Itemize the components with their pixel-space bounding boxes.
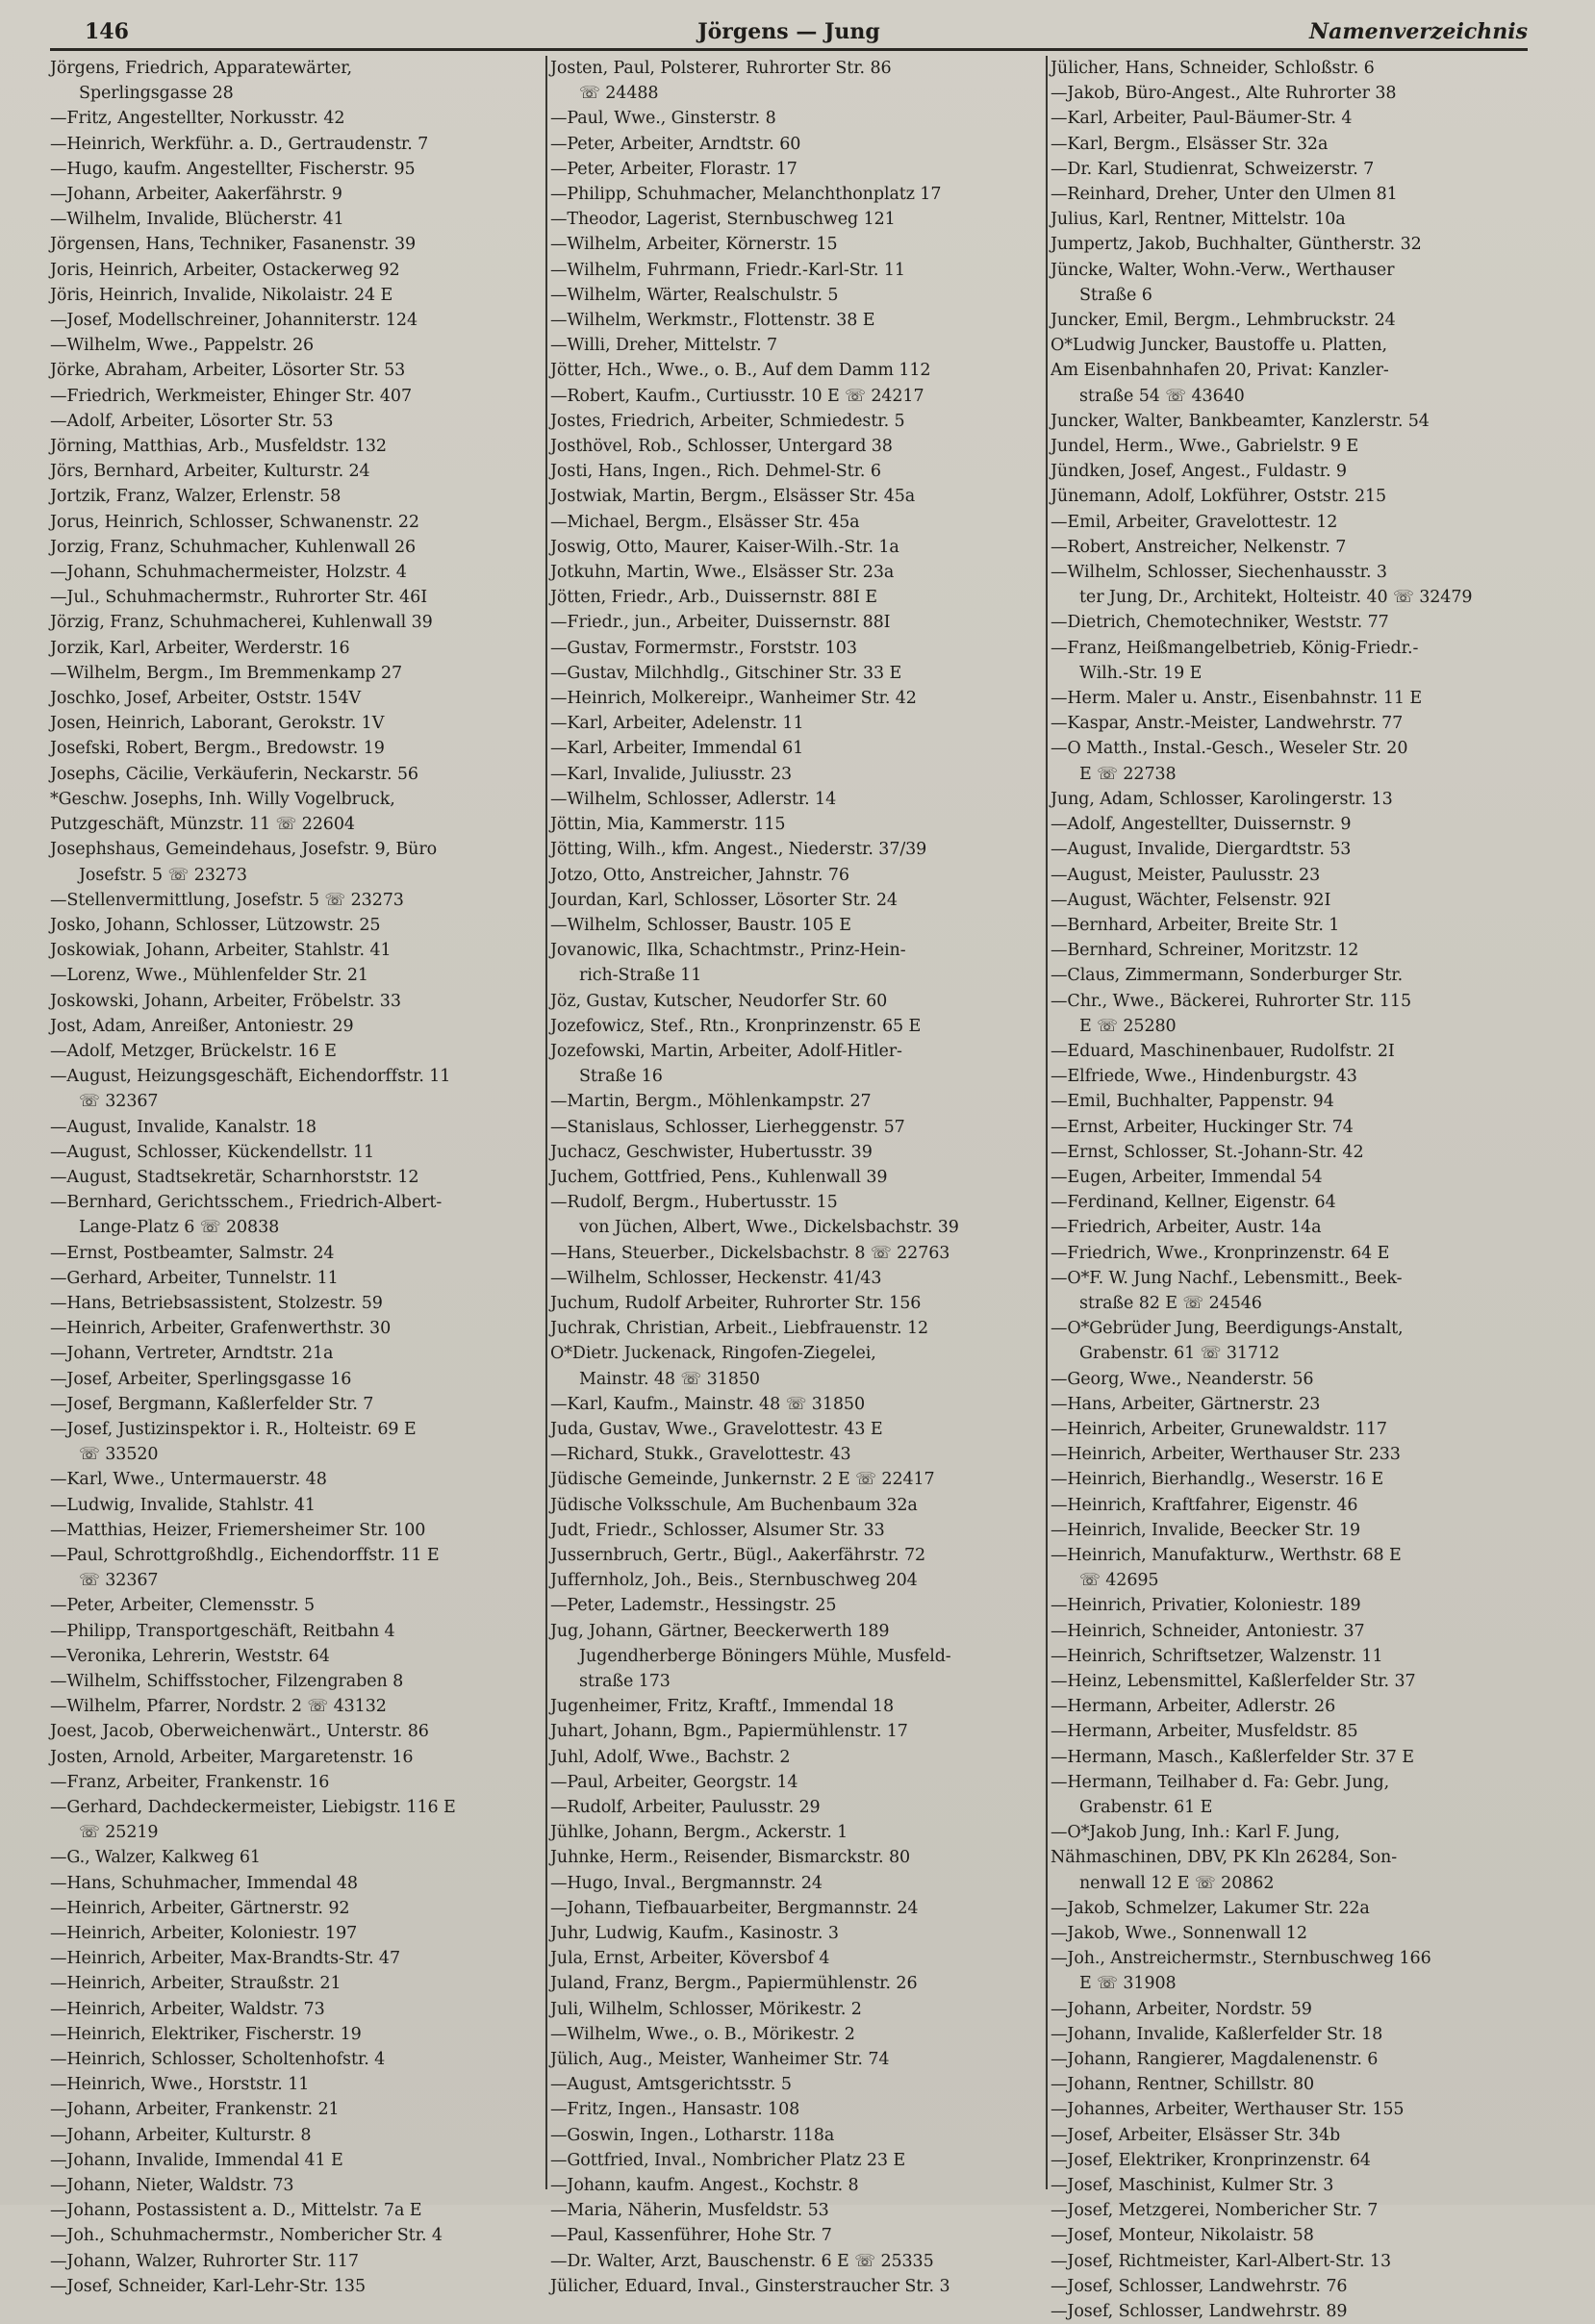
directory-entry-line: Joschko, Josef, Arbeiter, Oststr. 154V: [50, 689, 362, 709]
directory-entry-line: Juchacz, Geschwister, Hubertusstr. 39: [550, 1142, 873, 1162]
directory-entry-line: —Friedrich, Werkmeister, Ehinger Str. 407: [50, 386, 412, 406]
directory-entry-line: —Emil, Arbeiter, Gravelottestr. 12: [1051, 512, 1338, 532]
directory-entry-line: —Jakob, Wwe., Sonnenwall 12: [1051, 1924, 1307, 1944]
directory-entry-line: Jugendherberge Böningers Mühle, Musfeld-: [579, 1646, 951, 1666]
directory-entry-line: Jöttin, Mia, Kammerstr. 115: [550, 815, 786, 835]
directory-entry-line: —Fritz, Ingen., Hansastr. 108: [550, 2100, 800, 2120]
directory-entry-line: —Heinrich, Bierhandlg., Weserstr. 16 E: [1051, 1470, 1383, 1490]
directory-entry-line: —Franz, Arbeiter, Frankenstr. 16: [50, 1772, 330, 1792]
directory-entry-line: —Wilhelm, Arbeiter, Körnerstr. 15: [550, 235, 838, 255]
page-header: [50, 15, 1528, 51]
directory-entry-line: —Johann, Nieter, Waldstr. 73: [50, 2176, 294, 2196]
directory-entry-line: Juncker, Walter, Bankbeamter, Kanzlerstr. 54: [1051, 411, 1430, 431]
directory-entry-line: Jülich, Aug., Meister, Wanheimer Str. 74: [550, 2050, 890, 2070]
directory-entry-line: —Heinrich, Arbeiter, Werthauser Str. 233: [1051, 1445, 1401, 1465]
directory-entry-line: ☏ 25219: [79, 1823, 159, 1843]
directory-entry-line: Juda, Gustav, Wwe., Gravelottestr. 43 E: [550, 1419, 883, 1439]
directory-entry-line: Joest, Jacob, Oberweichenwärt., Unterstr. 86: [50, 1722, 429, 1742]
directory-entry-line: von Jüchen, Albert, Wwe., Dickelsbachstr. 39: [579, 1218, 959, 1238]
directory-entry-line: —Rudolf, Arbeiter, Paulusstr. 29: [550, 1798, 821, 1818]
directory-entry-line: —Peter, Lademstr., Hessingstr. 25: [550, 1596, 837, 1616]
directory-entry-line: Juli, Wilhelm, Schlosser, Mörikestr. 2: [550, 1999, 862, 2019]
directory-entry-line: —Dietrich, Chemotechniker, Weststr. 77: [1051, 613, 1389, 633]
directory-entry-line: —Franz, Heißmangelbetrieb, König-Friedr.-: [1051, 638, 1419, 658]
directory-entry-line: rich-Straße 11: [579, 966, 702, 986]
directory-entry-line: Jötting, Wilh., kfm. Angest., Niederstr. 37/39: [550, 840, 927, 860]
directory-entry-line: —Wilhelm, Pfarrer, Nordstr. 2 ☏ 43132: [50, 1697, 387, 1717]
directory-entry-line: —Gottfried, Inval., Nombricher Platz 23 E: [550, 2150, 906, 2170]
directory-entry-line: —Ernst, Arbeiter, Huckinger Str. 74: [1051, 1117, 1354, 1137]
directory-entry-line: Jorzik, Karl, Arbeiter, Werderstr. 16: [50, 638, 350, 658]
directory-entry-line: —Johann, Arbeiter, Nordstr. 59: [1051, 1999, 1312, 2019]
directory-entry-line: —Wilhelm, Schlosser, Heckenstr. 41/43: [550, 1268, 882, 1288]
directory-entry-line: —Georg, Wwe., Neanderstr. 56: [1051, 1369, 1314, 1389]
directory-entry-line: *Geschw. Josephs, Inh. Willy Vogelbruck,: [50, 789, 395, 809]
directory-entry-line: —Wilhelm, Wwe., o. B., Mörikestr. 2: [550, 2024, 855, 2044]
directory-entry-line: —Richard, Stukk., Gravelottestr. 43: [550, 1445, 851, 1465]
directory-entry-line: Juchrak, Christian, Arbeit., Liebfrauenstr. 12: [550, 1319, 929, 1339]
directory-entry-line: Lange-Platz 6 ☏ 20838: [79, 1218, 280, 1238]
directory-entry-line: Grabenstr. 61 E: [1079, 1798, 1213, 1818]
directory-entry-line: —Heinrich, Privatier, Koloniestr. 189: [1051, 1596, 1361, 1616]
directory-entry-line: —Hans, Schuhmacher, Immendal 48: [50, 1873, 358, 1893]
directory-entry-line: —Johann, Rentner, Schillstr. 80: [1051, 2075, 1315, 2095]
directory-entry-line: Jost, Adam, Anreißer, Antoniestr. 29: [50, 1016, 354, 1036]
directory-entry-line: Jotzo, Otto, Anstreicher, Jahnstr. 76: [550, 865, 849, 885]
directory-entry-line: Jülicher, Hans, Schneider, Schloßstr. 6: [1051, 59, 1375, 78]
directory-entry-line: —Heinrich, Molkereipr., Wanheimer Str. 42: [550, 689, 917, 709]
directory-entry-line: Juchem, Gottfried, Pens., Kuhlenwall 39: [550, 1167, 888, 1187]
directory-entry-line: O*Dietr. Juckenack, Ringofen-Ziegelei,: [550, 1344, 876, 1364]
directory-entry-line: Juhl, Adolf, Wwe., Bachstr. 2: [550, 1747, 791, 1767]
directory-entry-line: ☏ 24488: [579, 84, 659, 104]
directory-entry-line: —Karl, Arbeiter, Immendal 61: [550, 739, 804, 759]
directory-entry-line: —Hugo, Inval., Bergmannstr. 24: [550, 1873, 823, 1893]
directory-entry-line: —Johann, Walzer, Ruhrorter Str. 117: [50, 2251, 359, 2271]
directory-entry-line: —Veronika, Lehrerin, Weststr. 64: [50, 1646, 330, 1666]
directory-entry-line: —Hans, Arbeiter, Gärtnerstr. 23: [1051, 1394, 1321, 1414]
directory-entry-line: —Heinrich, Arbeiter, Gärtnerstr. 92: [50, 1898, 350, 1918]
directory-entry-line: Jörgens, Friedrich, Apparatewärter,: [50, 59, 353, 78]
directory-entry-line: —Heinz, Lebensmittel, Kaßlerfelder Str. 37: [1051, 1672, 1416, 1691]
directory-entry-line: —Peter, Arbeiter, Clemensstr. 5: [50, 1596, 316, 1616]
directory-entry-line: —Ernst, Schlosser, St.-Johann-Str. 42: [1051, 1142, 1364, 1162]
directory-entry-line: Josten, Arnold, Arbeiter, Margaretenstr. 16: [50, 1747, 414, 1767]
directory-entry-line: —Wilhelm, Werkmstr., Flottenstr. 38 E: [550, 311, 875, 331]
directory-entry-line: —Hans, Betriebsassistent, Stolzestr. 59: [50, 1293, 383, 1313]
directory-entry-line: Juhnke, Herm., Reisender, Bismarckstr. 80: [550, 1848, 911, 1868]
directory-entry-line: —Adolf, Angestellter, Duissernstr. 9: [1051, 815, 1352, 835]
directory-entry-line: —Dr. Walter, Arzt, Bauschenstr. 6 E ☏ 25335: [550, 2251, 934, 2271]
directory-entry-line: —Wilhelm, Schiffsstocher, Filzengraben 8: [50, 1672, 404, 1691]
directory-entry-line: —Bernhard, Schreiner, Moritzstr. 12: [1051, 941, 1359, 961]
directory-entry-line: ☏ 33520: [79, 1445, 159, 1465]
directory-entry-line: Nähmaschinen, DBV, PK Kln 26284, Son-: [1051, 1848, 1398, 1868]
directory-entry-line: Jötten, Friedr., Arb., Duissernstr. 88I E: [550, 588, 877, 608]
directory-entry-line: —Maria, Näherin, Musfeldstr. 53: [550, 2201, 829, 2221]
directory-entry-line: Jöz, Gustav, Kutscher, Neudorfer Str. 60: [550, 991, 888, 1011]
directory-entry-line: —Gustav, Milchhdlg., Gitschiner Str. 33 E: [550, 663, 902, 683]
directory-entry-line: —Friedrich, Wwe., Kronprinzenstr. 64 E: [1051, 1243, 1390, 1263]
directory-entry-line: —O Matth., Instal.-Gesch., Weseler Str. 20: [1051, 739, 1408, 759]
directory-entry-line: Joswig, Otto, Maurer, Kaiser-Wilh.-Str. 1a: [550, 537, 899, 557]
directory-entry-line: —Eduard, Maschinenbauer, Rudolfstr. 2I: [1051, 1041, 1395, 1061]
directory-entry-line: —Josef, Metzgerei, Nombericher Str. 7: [1051, 2201, 1379, 2221]
directory-entry-line: Joris, Heinrich, Arbeiter, Ostackerweg 92: [50, 260, 400, 280]
directory-entry-line: —Friedrich, Arbeiter, Austr. 14a: [1051, 1218, 1322, 1238]
directory-entry-line: Jörs, Bernhard, Arbeiter, Kulturstr. 24: [50, 462, 370, 482]
directory-entry-line: —Herm. Maler u. Anstr., Eisenbahnstr. 11 E: [1051, 689, 1423, 709]
directory-entry-line: Jörke, Abraham, Arbeiter, Lösorter Str. 53: [50, 361, 406, 381]
directory-entry-line: Jünemann, Adolf, Lokführer, Oststr. 215: [1051, 487, 1387, 507]
directory-entry-line: Jorus, Heinrich, Schlosser, Schwanenstr. 22: [50, 512, 419, 532]
directory-entry-line: Jörgensen, Hans, Techniker, Fasanenstr. 39: [50, 235, 417, 255]
directory-entry-line: —Heinrich, Werkführ. a. D., Gertraudenstr. 7: [50, 134, 429, 154]
directory-entry-line: Am Eisenbahnhafen 20, Privat: Kanzler-: [1051, 361, 1389, 381]
directory-entry-line: —Fritz, Angestellter, Norkusstr. 42: [50, 109, 345, 129]
directory-entry-line: Jöris, Heinrich, Invalide, Nikolaistr. 24 E: [50, 285, 393, 305]
directory-entry-line: —Wilhelm, Schlosser, Baustr. 105 E: [550, 915, 851, 935]
directory-entry-line: —Chr., Wwe., Bäckerei, Ruhrorter Str. 115: [1051, 991, 1411, 1011]
directory-entry-line: —G., Walzer, Kalkweg 61: [50, 1848, 261, 1868]
directory-entry-line: E ☏ 31908: [1079, 1974, 1177, 1994]
directory-entry-line: —Hermann, Teilhaber d. Fa: Gebr. Jung,: [1051, 1772, 1390, 1792]
directory-entry-line: Jundel, Herm., Wwe., Gabrielstr. 9 E: [1051, 437, 1359, 457]
directory-entry-line: —August, Invalide, Diergardtstr. 53: [1051, 840, 1352, 860]
directory-entry-line: Jumpertz, Jakob, Buchhalter, Güntherstr. 32: [1051, 235, 1422, 255]
directory-entry-line: Jovanowic, Ilka, Schachtmstr., Prinz-Hein-: [550, 941, 906, 961]
directory-entry-line: —Heinrich, Elektriker, Fischerstr. 19: [50, 2024, 362, 2044]
directory-entry-line: ☏ 42695: [1079, 1571, 1159, 1591]
directory-entry-line: —Wilhelm, Schlosser, Adlerstr. 14: [550, 789, 837, 809]
directory-entry-line: Jussernbruch, Gertr., Bügl., Aakerfährstr. 72: [550, 1545, 926, 1565]
directory-entry-line: —Johann, Schuhmachermeister, Holzstr. 4: [50, 563, 407, 583]
directory-entry-line: —Kaspar, Anstr.-Meister, Landwehrstr. 77: [1051, 714, 1404, 734]
directory-entry-line: —Goswin, Ingen., Lotharstr. 118a: [550, 2125, 835, 2145]
section-title: Namenverzeichnis: [1309, 19, 1528, 44]
directory-entry-line: O*Ludwig Juncker, Baustoffe u. Platten,: [1051, 336, 1387, 356]
directory-entry-line: Juncker, Emil, Bergm., Lehmbruckstr. 24: [1051, 311, 1396, 331]
directory-entry-line: ☏ 32367: [79, 1571, 159, 1591]
directory-entry-line: Jüncke, Walter, Wohn.-Verw., Werthauser: [1051, 260, 1395, 280]
directory-entry-line: —Karl, Bergm., Elsässer Str. 32a: [1051, 134, 1329, 154]
directory-entry-line: Jug, Johann, Gärtner, Beeckerwerth 189: [550, 1621, 890, 1641]
directory-entry-line: —Jul., Schuhmachermstr., Ruhrorter Str. 46I: [50, 588, 428, 608]
directory-entry-line: Juhr, Ludwig, Kaufm., Kasinostr. 3: [550, 1924, 839, 1944]
directory-entry-line: —Willi, Dreher, Mittelstr. 7: [550, 336, 778, 356]
directory-entry-line: —August, Stadtsekretär, Scharnhorststr. 12: [50, 1167, 419, 1187]
column-left: [50, 56, 539, 2296]
directory-entry-line: —Johannes, Arbeiter, Werthauser Str. 155: [1051, 2100, 1405, 2120]
directory-entry-line: Jündken, Josef, Angest., Fuldastr. 9: [1051, 462, 1347, 482]
directory-entry-line: —Karl, Arbeiter, Adelenstr. 11: [550, 714, 804, 734]
directory-entry-line: —Heinrich, Wwe., Horststr. 11: [50, 2075, 310, 2095]
directory-entry-line: Josen, Heinrich, Laborant, Gerokstr. 1V: [50, 714, 385, 734]
directory-entry-line: —Josef, Schlosser, Landwehrstr. 89: [1051, 2302, 1348, 2322]
directory-entry-line: —Heinrich, Arbeiter, Straußstr. 21: [50, 1974, 342, 1994]
directory-entry-line: Mainstr. 48 ☏ 31850: [579, 1369, 760, 1389]
directory-entry-line: —Lorenz, Wwe., Mühlenfelder Str. 21: [50, 966, 368, 986]
directory-entry-line: Jourdan, Karl, Schlosser, Lösorter Str. 24: [550, 890, 898, 910]
directory-entry-line: —Josef, Justizinspektor i. R., Holteistr. 69 E: [50, 1419, 417, 1439]
directory-entry-line: —Karl, Arbeiter, Paul-Bäumer-Str. 4: [1051, 109, 1353, 129]
directory-entry-line: Jörzig, Franz, Schuhmacherei, Kuhlenwall 39: [50, 613, 433, 633]
directory-entry-line: —Johann, Rangierer, Magdalenenstr. 6: [1051, 2050, 1379, 2070]
directory-entry-line: —Stanislaus, Schlosser, Lierheggenstr. 57: [550, 1117, 905, 1137]
directory-entry-line: —Rudolf, Bergm., Hubertusstr. 15: [550, 1193, 838, 1213]
directory-entry-line: —Josef, Arbeiter, Sperlingsgasse 16: [50, 1369, 352, 1389]
directory-entry-line: Josephshaus, Gemeindehaus, Josefstr. 9, Büro: [50, 840, 438, 860]
directory-entry-line: —Jakob, Büro-Angest., Alte Ruhrorter 38: [1051, 84, 1397, 104]
directory-entry-line: —August, Heizungsgeschäft, Eichendorffstr. 11: [50, 1067, 451, 1087]
directory-entry-line: —Friedr., jun., Arbeiter, Duissernstr. 88I: [550, 613, 891, 633]
directory-entry-line: —Heinrich, Schriftsetzer, Walzenstr. 11: [1051, 1646, 1383, 1666]
directory-entry-line: straße 82 E ☏ 24546: [1079, 1293, 1262, 1313]
directory-entry-line: Jozefowski, Martin, Arbeiter, Adolf-Hitler-: [550, 1041, 902, 1061]
directory-entry-line: —Heinrich, Arbeiter, Max-Brandts-Str. 47: [50, 1949, 401, 1969]
directory-entry-line: —Dr. Karl, Studienrat, Schweizerstr. 7: [1051, 159, 1375, 179]
directory-entry-line: —Heinrich, Invalide, Beecker Str. 19: [1051, 1520, 1361, 1540]
directory-entry-line: —Heinrich, Schlosser, Scholtenhofstr. 4: [50, 2050, 386, 2070]
directory-entry-line: Jotkuhn, Martin, Wwe., Elsässer Str. 23a: [550, 563, 895, 583]
directory-entry-line: Straße 6: [1079, 285, 1152, 305]
directory-entry-line: —Paul, Kassenführer, Hohe Str. 7: [550, 2226, 832, 2246]
directory-entry-line: Jula, Ernst, Arbeiter, Köversbof 4: [550, 1949, 830, 1969]
directory-entry-line: —Wilhelm, Schlosser, Siechenhausstr. 3: [1051, 563, 1387, 583]
column-middle: [550, 56, 1039, 2296]
directory-entry-line: ter Jung, Dr., Architekt, Holteistr. 40 ☏ 32479: [1079, 588, 1473, 608]
directory-entry-line: —Gerhard, Dachdeckermeister, Liebigstr. 116 E: [50, 1798, 456, 1818]
directory-columns: [50, 56, 1528, 2322]
directory-entry-line: straße 54 ☏ 43640: [1079, 386, 1245, 406]
directory-entry-line: —Johann, Invalide, Kaßlerfelder Str. 18: [1051, 2024, 1383, 2044]
directory-entry-line: —Eugen, Arbeiter, Immendal 54: [1051, 1167, 1323, 1187]
directory-entry-line: —Ludwig, Invalide, Stahlstr. 41: [50, 1495, 316, 1515]
directory-entry-line: Wilh.-Str. 19 E: [1079, 663, 1203, 683]
directory-entry-line: —Matthias, Heizer, Friemersheimer Str. 100: [50, 1520, 426, 1540]
directory-entry-line: Juland, Franz, Bergm., Papiermühlenstr. 26: [550, 1974, 918, 1994]
directory-entry-line: —Adolf, Arbeiter, Lösorter Str. 53: [50, 411, 334, 431]
directory-entry-line: —Robert, Kaufm., Curtiusstr. 10 E ☏ 24217: [550, 386, 924, 406]
directory-entry-line: —Wilhelm, Wwe., Pappelstr. 26: [50, 336, 315, 356]
directory-entry-line: —Peter, Arbeiter, Arndtstr. 60: [550, 134, 801, 154]
directory-entry-line: —Adolf, Metzger, Brückelstr. 16 E: [50, 1041, 337, 1061]
directory-entry-line: —August, Meister, Paulusstr. 23: [1051, 865, 1321, 885]
directory-entry-line: —Johann, kaufm. Angest., Kochstr. 8: [550, 2176, 859, 2196]
directory-entry-line: Jülicher, Eduard, Inval., Ginsterstraucher Str. 3: [550, 2276, 950, 2296]
directory-entry-line: —Joh., Schuhmachermstr., Nombericher Str. 4: [50, 2226, 443, 2246]
directory-entry-line: Joskowiak, Johann, Arbeiter, Stahlstr. 41: [50, 941, 392, 961]
directory-entry-line: —Stellenvermittlung, Josefstr. 5 ☏ 23273: [50, 890, 404, 910]
directory-entry-line: —Josef, Bergmann, Kaßlerfelder Str. 7: [50, 1394, 374, 1414]
directory-entry-line: Josthövel, Rob., Schlosser, Untergard 38: [550, 437, 893, 457]
directory-entry-line: E ☏ 25280: [1079, 1016, 1177, 1036]
directory-entry-line: —Bernhard, Gerichtsschem., Friedrich-Albert-: [50, 1193, 443, 1213]
column-right: [1051, 56, 1539, 2322]
directory-entry-line: —Josef, Arbeiter, Elsässer Str. 34b: [1051, 2125, 1341, 2145]
directory-entry-line: —Hugo, kaufm. Angestellter, Fischerstr. 95: [50, 159, 416, 179]
running-title: Jörgens — Jung: [697, 19, 880, 44]
directory-entry-line: E ☏ 22738: [1079, 764, 1177, 784]
directory-entry-line: —Johann, Vertreter, Arndtstr. 21a: [50, 1344, 334, 1364]
directory-entry-line: —August, Schlosser, Kückendellstr. 11: [50, 1142, 374, 1162]
directory-entry-line: Grabenstr. 61 ☏ 31712: [1079, 1344, 1280, 1364]
directory-entry-line: —Ernst, Postbeamter, Salmstr. 24: [50, 1243, 335, 1263]
directory-entry-line: —Paul, Arbeiter, Georgstr. 14: [550, 1772, 798, 1792]
directory-entry-line: nenwall 12 E ☏ 20862: [1079, 1873, 1275, 1893]
directory-entry-line: —O*Gebrüder Jung, Beerdigungs-Anstalt,: [1051, 1319, 1404, 1339]
directory-entry-line: —Johann, Arbeiter, Aakerfährstr. 9: [50, 185, 342, 205]
directory-entry-line: Jühlke, Johann, Bergm., Ackerstr. 1: [550, 1823, 848, 1843]
directory-entry-line: Jorzig, Franz, Schuhmacher, Kuhlenwall 26: [50, 537, 417, 557]
directory-entry-line: —Reinhard, Dreher, Unter den Ulmen 81: [1051, 185, 1398, 205]
directory-entry-line: Jugenheimer, Fritz, Kraftf., Immendal 18: [550, 1697, 895, 1717]
directory-entry-line: —Claus, Zimmermann, Sonderburger Str.: [1051, 966, 1404, 986]
directory-entry-line: —O*Jakob Jung, Inh.: Karl F. Jung,: [1051, 1823, 1340, 1843]
directory-entry-line: ☏ 32367: [79, 1092, 159, 1112]
directory-entry-line: —Wilhelm, Invalide, Blücherstr. 41: [50, 210, 344, 230]
directory-entry-line: Jozefowicz, Stef., Rtn., Kronprinzenstr. 65 E: [550, 1016, 922, 1036]
directory-entry-line: Josten, Paul, Polsterer, Ruhrorter Str. 86: [550, 59, 892, 78]
directory-entry-line: —August, Invalide, Kanalstr. 18: [50, 1117, 316, 1137]
directory-entry-line: —Paul, Schrottgroßhdlg., Eichendorffstr. 11 E: [50, 1545, 440, 1565]
directory-entry-line: Jortzik, Franz, Walzer, Erlenstr. 58: [50, 487, 342, 507]
directory-entry-line: —Johann, Arbeiter, Kulturstr. 8: [50, 2125, 312, 2145]
directory-entry-line: —Karl, Wwe., Untermauerstr. 48: [50, 1470, 327, 1490]
directory-entry-line: straße 173: [579, 1672, 671, 1691]
directory-entry-line: —Heinrich, Arbeiter, Waldstr. 73: [50, 1999, 325, 2019]
directory-entry-line: Jüdische Gemeinde, Junkernstr. 2 E ☏ 22417: [550, 1470, 935, 1490]
directory-entry-line: —Martin, Bergm., Möhlenkampstr. 27: [550, 1092, 872, 1112]
directory-entry-line: —Philipp, Schuhmacher, Melanchthonplatz 17: [550, 185, 942, 205]
directory-entry-line: —Elfriede, Wwe., Hindenburgstr. 43: [1051, 1067, 1357, 1087]
directory-entry-line: —Josef, Monteur, Nikolaistr. 58: [1051, 2226, 1314, 2246]
directory-entry-line: —Paul, Wwe., Ginsterstr. 8: [550, 109, 776, 129]
directory-entry-line: Juffernholz, Joh., Beis., Sternbuschweg 204: [550, 1571, 918, 1591]
directory-entry-line: Josko, Johann, Schlosser, Lützowstr. 25: [50, 915, 381, 935]
directory-entry-line: —Peter, Arbeiter, Florastr. 17: [550, 159, 798, 179]
directory-entry-line: Jung, Adam, Schlosser, Karolingerstr. 13: [1051, 789, 1393, 809]
directory-entry-line: Joskowski, Johann, Arbeiter, Fröbelstr. 33: [50, 991, 401, 1011]
directory-entry-line: —Josef, Richtmeister, Karl-Albert-Str. 13: [1051, 2251, 1391, 2271]
directory-entry-line: —Hermann, Arbeiter, Musfeldstr. 85: [1051, 1722, 1358, 1742]
directory-entry-line: —Josef, Schneider, Karl-Lehr-Str. 135: [50, 2276, 366, 2296]
directory-entry-line: —Michael, Bergm., Elsässer Str. 45a: [550, 512, 860, 532]
directory-entry-line: —Heinrich, Arbeiter, Grafenwerthstr. 30: [50, 1319, 392, 1339]
directory-entry-line: Putzgeschäft, Münzstr. 11 ☏ 22604: [50, 815, 355, 835]
directory-entry-line: Jörning, Matthias, Arb., Musfeldstr. 132: [50, 437, 387, 457]
directory-entry-line: —Bernhard, Arbeiter, Breite Str. 1: [1051, 915, 1340, 935]
directory-entry-line: —Josef, Elektriker, Kronprinzenstr. 64: [1051, 2150, 1371, 2170]
directory-entry-line: —Hermann, Masch., Kaßlerfelder Str. 37 E: [1051, 1747, 1414, 1767]
page-number: 146: [85, 19, 129, 44]
directory-entry-line: —Gerhard, Arbeiter, Tunnelstr. 11: [50, 1268, 339, 1288]
directory-entry-line: —Johann, Arbeiter, Frankenstr. 21: [50, 2100, 340, 2120]
directory-entry-line: Jostwiak, Martin, Bergm., Elsässer Str. 45a: [550, 487, 916, 507]
directory-entry-line: Straße 16: [579, 1067, 663, 1087]
directory-entry-line: —August, Amtsgerichtsstr. 5: [550, 2075, 792, 2095]
directory-entry-line: —Hans, Steuerber., Dickelsbachstr. 8 ☏ 22763: [550, 1243, 950, 1263]
directory-entry-line: —Wilhelm, Fuhrmann, Friedr.-Karl-Str. 11: [550, 260, 905, 280]
directory-entry-line: Josti, Hans, Ingen., Rich. Dehmel-Str. 6: [550, 462, 881, 482]
directory-entry-line: —August, Wächter, Felsenstr. 92I: [1051, 890, 1331, 910]
directory-entry-line: —Karl, Kaufm., Mainstr. 48 ☏ 31850: [550, 1394, 865, 1414]
directory-entry-line: —Robert, Anstreicher, Nelkenstr. 7: [1051, 537, 1347, 557]
directory-entry-line: —Wilhelm, Wärter, Realschulstr. 5: [550, 285, 839, 305]
directory-entry-line: —Ferdinand, Kellner, Eigenstr. 64: [1051, 1193, 1336, 1213]
directory-entry-line: Judt, Friedr., Schlosser, Alsumer Str. 33: [550, 1520, 885, 1540]
directory-entry-line: —Josef, Modellschreiner, Johanniterstr. 124: [50, 311, 418, 331]
directory-entry-line: —Philipp, Transportgeschäft, Reitbahn 4: [50, 1621, 395, 1641]
directory-entry-line: —Wilhelm, Bergm., Im Bremmenkamp 27: [50, 663, 403, 683]
directory-entry-line: —Emil, Buchhalter, Pappenstr. 94: [1051, 1092, 1334, 1112]
directory-entry-line: Julius, Karl, Rentner, Mittelstr. 10a: [1051, 210, 1346, 230]
directory-entry-line: —Jakob, Schmelzer, Lakumer Str. 22a: [1051, 1898, 1370, 1918]
directory-entry-line: —Josef, Schlosser, Landwehrstr. 76: [1051, 2276, 1348, 2296]
directory-entry-line: —Heinrich, Schneider, Antoniestr. 37: [1051, 1621, 1365, 1641]
directory-entry-line: —Gustav, Formermstr., Forststr. 103: [550, 638, 857, 658]
directory-entry-line: —O*F. W. Jung Nachf., Lebensmitt., Beek-: [1051, 1268, 1403, 1288]
directory-entry-line: Juchum, Rudolf Arbeiter, Ruhrorter Str. 156: [550, 1293, 922, 1313]
directory-entry-line: —Josef, Maschinist, Kulmer Str. 3: [1051, 2176, 1334, 2196]
directory-entry-line: Jötter, Hch., Wwe., o. B., Auf dem Damm 112: [550, 361, 931, 381]
directory-entry-line: Josefski, Robert, Bergm., Bredowstr. 19: [50, 739, 385, 759]
directory-entry-line: —Johann, Tiefbauarbeiter, Bergmannstr. 24: [550, 1898, 919, 1918]
directory-entry-line: —Heinrich, Arbeiter, Grunewaldstr. 117: [1051, 1419, 1387, 1439]
directory-entry-line: Sperlingsgasse 28: [79, 84, 234, 104]
directory-entry-line: —Joh., Anstreichermstr., Sternbuschweg 166: [1051, 1949, 1431, 1969]
directory-entry-line: Josefstr. 5 ☏ 23273: [79, 865, 247, 885]
directory-entry-line: Jostes, Friedrich, Arbeiter, Schmiedestr. 5: [550, 411, 905, 431]
directory-entry-line: Jüdische Volksschule, Am Buchenbaum 32a: [550, 1495, 918, 1515]
directory-entry-line: Josephs, Cäcilie, Verkäuferin, Neckarstr. 56: [50, 764, 418, 784]
directory-entry-line: —Hermann, Arbeiter, Adlerstr. 26: [1051, 1697, 1336, 1717]
directory-entry-line: —Johann, Postassistent a. D., Mittelstr. 7a E: [50, 2201, 422, 2221]
directory-entry-line: —Karl, Invalide, Juliusstr. 23: [550, 764, 793, 784]
directory-entry-line: —Heinrich, Arbeiter, Koloniestr. 197: [50, 1924, 358, 1944]
directory-entry-line: —Heinrich, Kraftfahrer, Eigenstr. 46: [1051, 1495, 1358, 1515]
directory-entry-line: —Theodor, Lagerist, Sternbuschweg 121: [550, 210, 896, 230]
directory-entry-line: —Johann, Invalide, Immendal 41 E: [50, 2150, 343, 2170]
directory-entry-line: Juhart, Johann, Bgm., Papiermühlenstr. 17: [550, 1722, 908, 1742]
directory-entry-line: —Heinrich, Manufakturw., Werthstr. 68 E: [1051, 1545, 1402, 1565]
